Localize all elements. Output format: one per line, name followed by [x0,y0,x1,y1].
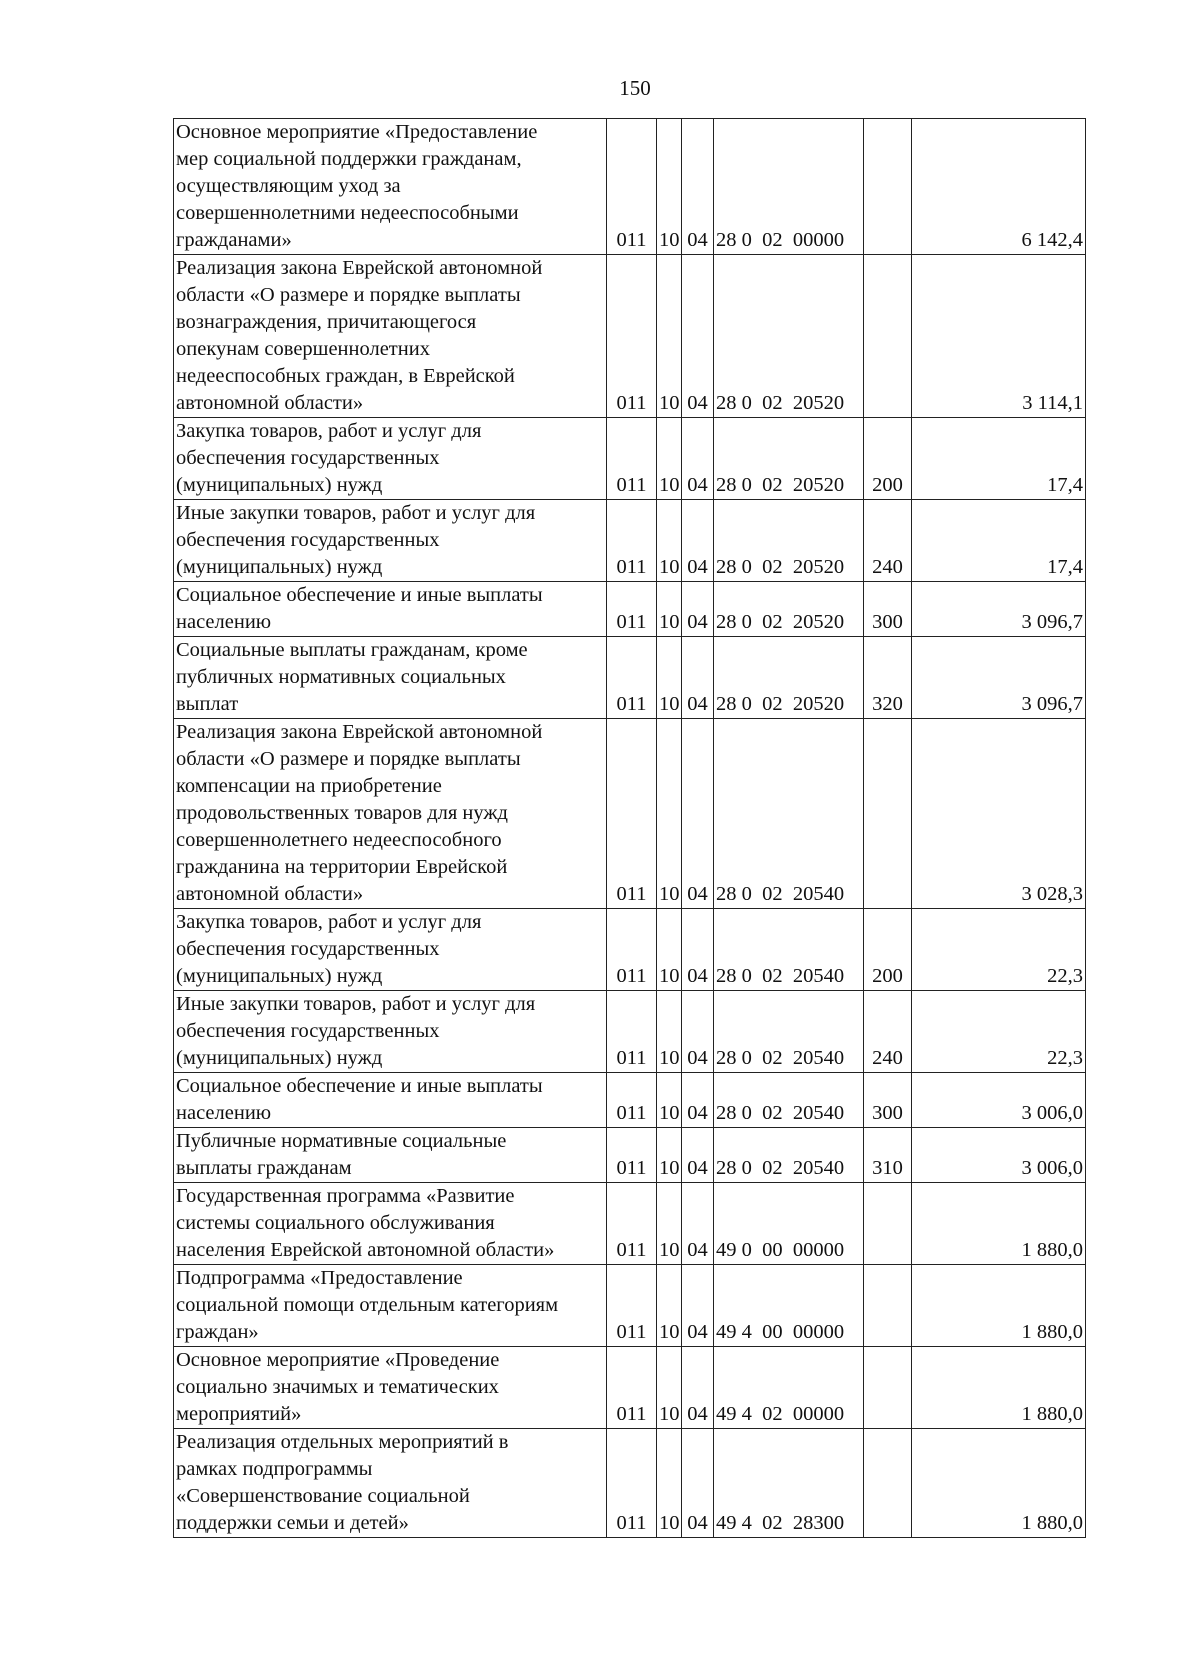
section-code: 10 [657,255,682,418]
table-row [174,119,1086,255]
row-name-line: обеспечения государственных [176,529,440,551]
table-row [174,1429,1086,1538]
row-name-line: обеспечения государственных [176,447,440,469]
row-name-line: Основное мероприятие «Предоставление [176,121,538,143]
target-article-code: 28 0 02 20520 [714,255,864,418]
row-name-line: Основное мероприятие «Проведение [176,1349,500,1371]
row-name-line: Государственная программа «Развитие [176,1185,515,1207]
amount: 22,3 [912,991,1086,1073]
row-name [174,1347,607,1429]
row-name-line: вознаграждения, причитающегося [176,311,477,333]
expense-type-code: 240 [864,500,912,582]
row-name-line: недееспособных граждан, в Еврейской [176,365,515,387]
row-name-line: обеспечения государственных [176,1020,440,1042]
row-name-line: публичных нормативных социальных [176,666,506,688]
section-code: 10 [657,909,682,991]
expense-type-code [864,1347,912,1429]
row-name-line: компенсации на приобретение [176,775,442,797]
table-row [174,1073,1086,1128]
row-name-line: совершеннолетнего недееспособного [176,829,502,851]
expense-type-code: 300 [864,582,912,637]
amount: 1 880,0 [912,1265,1086,1347]
row-name-line: рамках подпрограммы [176,1458,373,1480]
row-name [174,909,607,991]
ministry-code: 011 [607,582,657,637]
row-name-line: области «О размере и порядке выплаты [176,284,521,306]
row-name [174,991,607,1073]
table-body [174,119,1086,1538]
subsection-code: 04 [682,1429,714,1538]
row-name-line: автономной области» [176,883,364,905]
row-name-line: мер социальной поддержки гражданам, [176,148,522,170]
row-name-line: мероприятий» [176,1403,302,1425]
amount: 3 028,3 [912,719,1086,909]
row-name [174,582,607,637]
row-name-line: Социальное обеспечение и иные выплаты [176,584,543,606]
row-name-line: гражданами» [176,229,292,251]
expense-type-code [864,1265,912,1347]
subsection-code: 04 [682,1128,714,1183]
section-code: 10 [657,1265,682,1347]
ministry-code: 011 [607,719,657,909]
amount: 17,4 [912,500,1086,582]
amount: 3 114,1 [912,255,1086,418]
row-name-line: (муниципальных) нужд [176,474,383,496]
amount: 3 006,0 [912,1073,1086,1128]
table-row [174,719,1086,909]
row-name [174,1073,607,1128]
ministry-code: 011 [607,637,657,719]
subsection-code: 04 [682,1347,714,1429]
target-article-code: 28 0 02 20520 [714,637,864,719]
row-name-line: (муниципальных) нужд [176,965,383,987]
page-number: 150 [619,76,651,100]
table-row [174,991,1086,1073]
table-row [174,1128,1086,1183]
expense-type-code: 320 [864,637,912,719]
subsection-code: 04 [682,637,714,719]
amount: 1 880,0 [912,1429,1086,1538]
row-name [174,418,607,500]
row-name-line: совершеннолетними недееспособными [176,202,519,224]
row-name [174,119,607,255]
target-article-code: 28 0 02 20520 [714,418,864,500]
ministry-code: 011 [607,1183,657,1265]
section-code: 10 [657,418,682,500]
target-article-code: 28 0 02 20540 [714,1128,864,1183]
table-row [174,582,1086,637]
row-name-line: (муниципальных) нужд [176,556,383,578]
ministry-code: 011 [607,1429,657,1538]
table-row [174,637,1086,719]
ministry-code: 011 [607,1128,657,1183]
target-article-code: 28 0 02 20540 [714,909,864,991]
expense-type-code [864,1429,912,1538]
row-name-line: «Совершенствование социальной [176,1485,470,1507]
row-name-line: социально значимых и тематических [176,1376,499,1398]
row-name-line: Социальные выплаты гражданам, кроме [176,639,528,661]
row-name-line: обеспечения государственных [176,938,440,960]
target-article-code: 49 4 00 00000 [714,1265,864,1347]
subsection-code: 04 [682,418,714,500]
row-name-line: населения Еврейской автономной области» [176,1239,555,1261]
section-code: 10 [657,1073,682,1128]
subsection-code: 04 [682,255,714,418]
expense-type-code: 240 [864,991,912,1073]
amount: 1 880,0 [912,1183,1086,1265]
target-article-code: 49 4 02 28300 [714,1429,864,1538]
expense-type-code [864,1183,912,1265]
budget-table [173,118,1086,1538]
ministry-code: 011 [607,1265,657,1347]
section-code: 10 [657,1128,682,1183]
row-name-line: продовольственных товаров для нужд [176,802,508,824]
section-code: 10 [657,719,682,909]
amount: 3 096,7 [912,637,1086,719]
section-code: 10 [657,119,682,255]
expense-type-code [864,719,912,909]
amount: 6 142,4 [912,119,1086,255]
ministry-code: 011 [607,500,657,582]
expense-type-code: 200 [864,909,912,991]
subsection-code: 04 [682,1265,714,1347]
amount: 22,3 [912,909,1086,991]
row-name-line: (муниципальных) нужд [176,1047,383,1069]
amount: 17,4 [912,418,1086,500]
row-name [174,1429,607,1538]
row-name [174,255,607,418]
ministry-code: 011 [607,909,657,991]
row-name-line: Подпрограмма «Предоставление [176,1267,463,1289]
row-name-line: Социальное обеспечение и иные выплаты [176,1075,543,1097]
subsection-code: 04 [682,991,714,1073]
row-name [174,1265,607,1347]
row-name-line: Иные закупки товаров, работ и услуг для [176,502,536,524]
expense-type-code: 310 [864,1128,912,1183]
row-name-line: Публичные нормативные социальные [176,1130,507,1152]
row-name-line: Закупка товаров, работ и услуг для [176,911,482,933]
table-row [174,255,1086,418]
section-code: 10 [657,1183,682,1265]
target-article-code: 28 0 02 20540 [714,991,864,1073]
subsection-code: 04 [682,582,714,637]
target-article-code: 28 0 02 20520 [714,500,864,582]
amount: 1 880,0 [912,1347,1086,1429]
table-row [174,500,1086,582]
section-code: 10 [657,991,682,1073]
row-name-line: системы социального обслуживания [176,1212,495,1234]
row-name-line: осуществляющим уход за [176,175,401,197]
subsection-code: 04 [682,119,714,255]
row-name-line: Реализация отдельных мероприятий в [176,1431,509,1453]
expense-type-code [864,119,912,255]
row-name-line: области «О размере и порядке выплаты [176,748,521,770]
target-article-code: 49 0 00 00000 [714,1183,864,1265]
expense-type-code: 200 [864,418,912,500]
table-row [174,1265,1086,1347]
target-article-code: 49 4 02 00000 [714,1347,864,1429]
table-row [174,909,1086,991]
subsection-code: 04 [682,1073,714,1128]
row-name [174,1183,607,1265]
row-name-line: граждан» [176,1321,259,1343]
target-article-code: 28 0 02 20520 [714,582,864,637]
amount: 3 006,0 [912,1128,1086,1183]
row-name [174,719,607,909]
row-name-line: социальной помощи отдельным категориям [176,1294,559,1316]
table-row [174,418,1086,500]
subsection-code: 04 [682,719,714,909]
row-name [174,637,607,719]
section-code: 10 [657,1347,682,1429]
section-code: 10 [657,637,682,719]
row-name-line: выплаты гражданам [176,1157,352,1179]
ministry-code: 011 [607,991,657,1073]
row-name-line: поддержки семьи и детей» [176,1512,409,1534]
row-name [174,1128,607,1183]
row-name [174,500,607,582]
subsection-code: 04 [682,500,714,582]
target-article-code: 28 0 02 20540 [714,719,864,909]
expense-type-code [864,255,912,418]
row-name-line: населению [176,611,272,633]
section-code: 10 [657,1429,682,1538]
expense-type-code: 300 [864,1073,912,1128]
row-name-line: Закупка товаров, работ и услуг для [176,420,482,442]
subsection-code: 04 [682,1183,714,1265]
row-name-line: выплат [176,693,239,715]
row-name-line: опекунам совершеннолетних [176,338,430,360]
amount: 3 096,7 [912,582,1086,637]
ministry-code: 011 [607,418,657,500]
row-name-line: Иные закупки товаров, работ и услуг для [176,993,536,1015]
target-article-code: 28 0 02 20540 [714,1073,864,1128]
ministry-code: 011 [607,119,657,255]
row-name-line: Реализация закона Еврейской автономной [176,721,543,743]
row-name-line: гражданина на территории Еврейской [176,856,508,878]
table-row [174,1347,1086,1429]
ministry-code: 011 [607,1347,657,1429]
section-code: 10 [657,582,682,637]
subsection-code: 04 [682,909,714,991]
section-code: 10 [657,500,682,582]
ministry-code: 011 [607,255,657,418]
table-row [174,1183,1086,1265]
row-name-line: автономной области» [176,392,364,414]
ministry-code: 011 [607,1073,657,1128]
row-name-line: населению [176,1102,272,1124]
row-name-line: Реализация закона Еврейской автономной [176,257,543,279]
target-article-code: 28 0 02 00000 [714,119,864,255]
